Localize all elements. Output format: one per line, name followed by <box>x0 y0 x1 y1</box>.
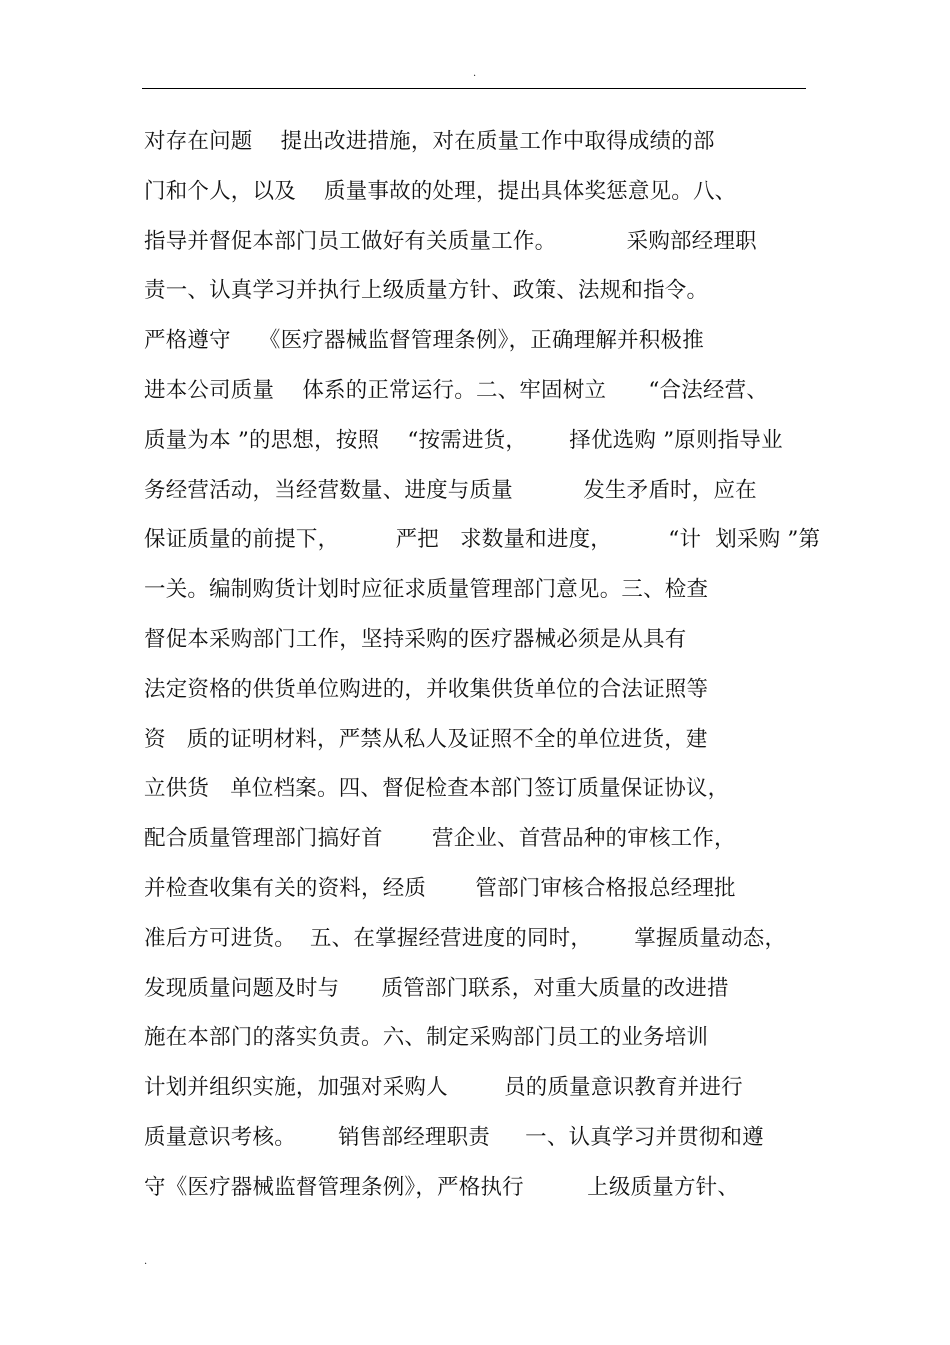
text-line: 对存在问题 提出改进措施，对在质量工作中取得成绩的部 <box>144 129 715 154</box>
text-line: 法定资格的供货单位购进的，并收集供货单位的合法证照等 <box>144 676 709 702</box>
text-line: 进本公司质量 体系的正常运行。二、牢固树立 “合法经营、 <box>144 377 769 403</box>
text-line: 并检查收集有关的资料，经质 管部门审核合格报总经理批 <box>144 875 736 901</box>
text-line: 责一、认真学习并执行上级质量方针、政策、法规和指令。 <box>144 278 709 304</box>
text-line: 立供货 单位档案。四、督促检查本部门签订质量保证协议， <box>144 776 730 802</box>
text-line: 计划并组织实施，加强对采购人 员的质量意识教育并进行 <box>144 1075 743 1101</box>
text-line: 一关。编制购货计划时应征求质量管理部门意见。三、检查 <box>144 577 709 603</box>
text-line: 督促本采购部门工作，坚持采购的医疗器械必须是从具有 <box>144 626 687 652</box>
text-line: 施在本部门的落实负责。六、制定采购部门员工的业务培训 <box>144 1025 709 1051</box>
text-line: 门和个人，以及 质量事故的处理，提出具体奖惩意见。八、 <box>144 178 737 204</box>
text-line: 保证质量的前提下， 严把 求数量和进度， “计 划采购 ”第 <box>144 527 821 553</box>
text-line: 守《医疗器械监督管理条例》，严格执行 上级质量方针、 <box>144 1174 740 1200</box>
footer-mark: . <box>144 1256 148 1267</box>
text-line: 配合质量管理部门搞好首 营企业、首营品种的审核工作， <box>144 826 736 852</box>
text-line: 务经营活动，当经营数量、进度与质量 发生矛盾时，应在 <box>144 477 757 503</box>
body-text <box>144 117 824 1213</box>
header-mark: . <box>473 68 477 79</box>
text-line: 准后方可进货。 五、在掌握经营进度的同时， 掌握质量动态， <box>144 925 787 951</box>
text-line: 资 质的证明材料，严禁从私人及证照不全的单位进货，建 <box>144 726 708 752</box>
text-line: 质量为本 ”的思想，按照 “按需进货， 择优选购 ”原则指导业 <box>144 427 783 453</box>
text-line: 发现质量问题及时与 质管部门联系，对重大质量的改进措 <box>144 975 729 1001</box>
text-line: 严格遵守 《医疗器械监督管理条例》，正确理解并积极推 <box>144 328 704 354</box>
text-line: 质量意识考核。 销售部经理职责 一、认真学习并贯彻和遵 <box>144 1124 764 1150</box>
text-line: 指导并督促本部门员工做好有关质量工作。 采购部经理职 <box>144 228 757 254</box>
header-rule <box>142 88 806 89</box>
